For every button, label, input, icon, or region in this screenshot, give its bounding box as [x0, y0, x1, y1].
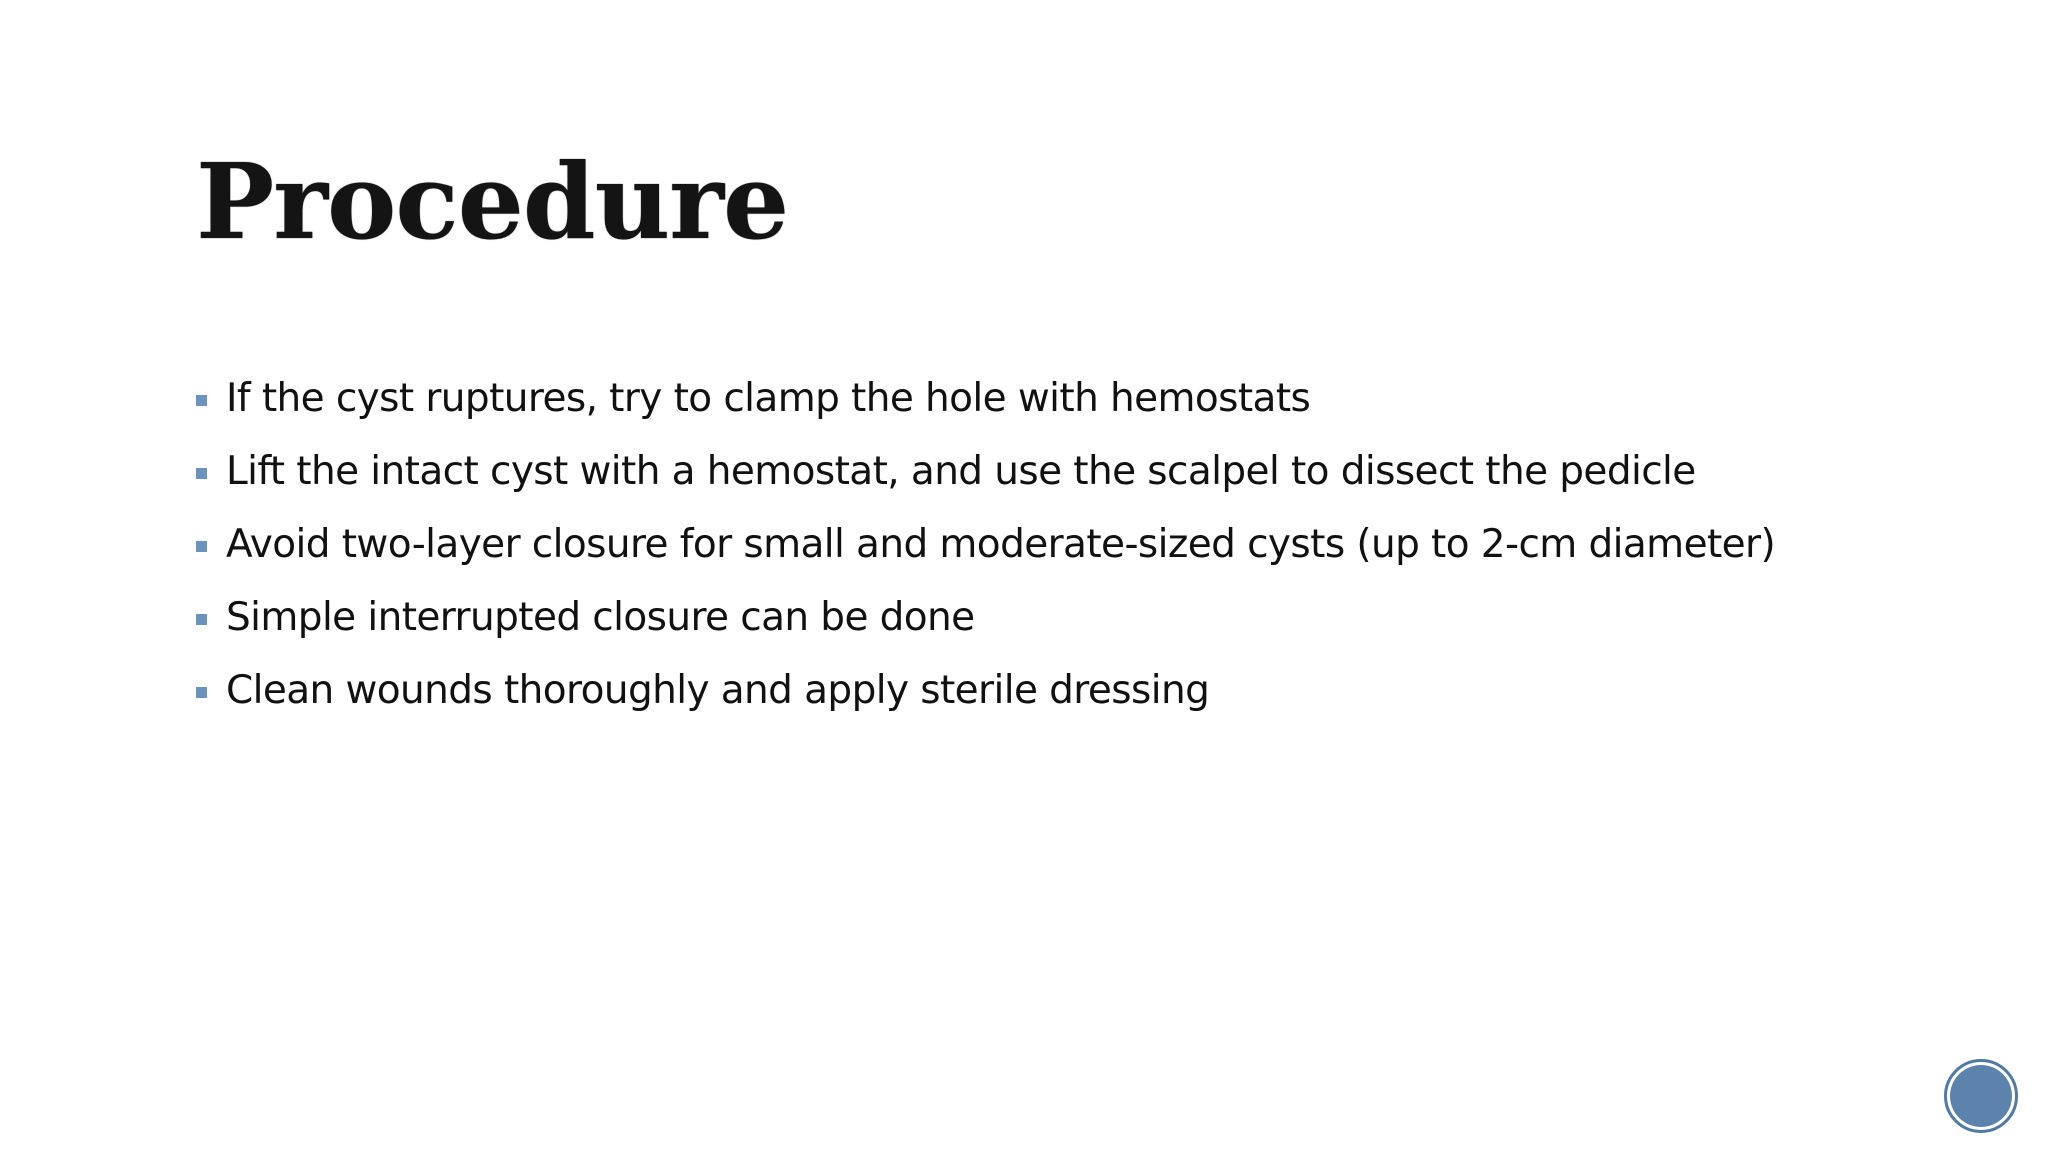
bullet-item — [196, 362, 1775, 435]
bullet-text: Clean wounds thoroughly and apply sterile dressing — [226, 668, 1210, 713]
square-bullet-icon — [196, 687, 207, 698]
square-bullet-icon — [196, 468, 207, 479]
bullet-text: Simple interrupted closure can be done — [226, 595, 975, 640]
bullet-text: If the cyst ruptures, try to clamp the hole with hemostats — [226, 376, 1311, 421]
bullet-item — [196, 581, 1775, 654]
bullet-item — [196, 508, 1775, 581]
slide-title: Procedure — [196, 140, 789, 263]
square-bullet-icon — [196, 541, 207, 552]
bullet-item — [196, 654, 1775, 727]
circle-nav-icon — [1950, 1065, 2012, 1127]
bullet-list — [196, 362, 1775, 727]
bullet-text: Avoid two-layer closure for small and moderate-sized cysts (up to 2-cm diameter) — [226, 522, 1776, 567]
bullet-text: Lift the intact cyst with a hemostat, and use the scalpel to dissect the pedicle — [226, 449, 1696, 494]
bullet-item — [196, 435, 1775, 508]
square-bullet-icon — [196, 614, 207, 625]
slide-nav-button[interactable] — [1944, 1059, 2018, 1133]
square-bullet-icon — [196, 395, 207, 406]
